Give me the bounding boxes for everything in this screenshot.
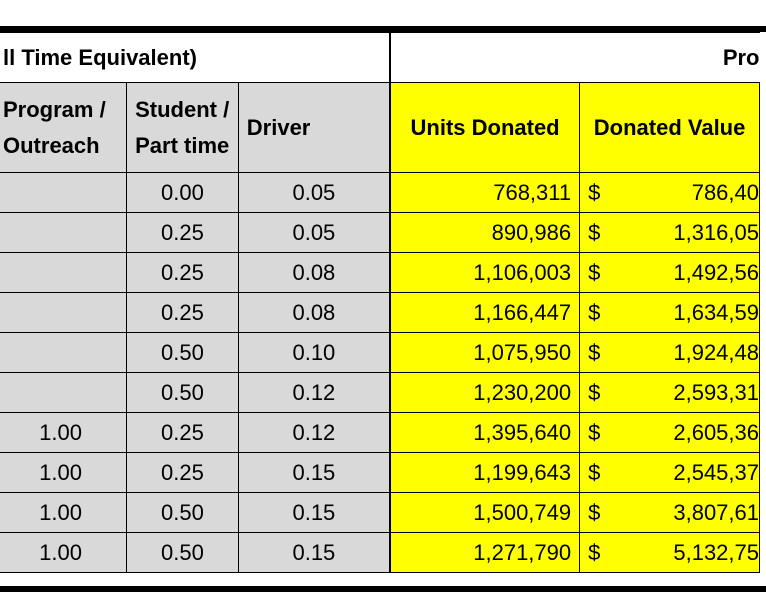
student-cell: 0.50 — [127, 373, 239, 413]
student-cell: 0.50 — [127, 333, 239, 373]
dollar-sign: $ — [580, 333, 611, 373]
table-row — [0, 453, 760, 493]
value-cell: 2,545,37 — [611, 453, 760, 493]
program-cell — [0, 333, 127, 373]
units-cell: 1,075,950 — [390, 333, 580, 373]
dollar-sign: $ — [580, 213, 611, 253]
value-cell: 786,40 — [611, 173, 760, 213]
dollar-sign: $ — [580, 453, 611, 493]
dollar-sign: $ — [580, 293, 611, 333]
fte-donation-table — [0, 32, 760, 573]
program-cell — [0, 293, 127, 333]
value-cell: 2,605,36 — [611, 413, 760, 453]
program-cell: 1.00 — [0, 453, 127, 493]
driver-cell: 0.15 — [238, 493, 390, 533]
student-cell: 0.25 — [127, 453, 239, 493]
units-cell: 1,271,790 — [390, 533, 580, 573]
units-cell: 1,106,003 — [390, 253, 580, 293]
value-cell: 1,492,56 — [611, 253, 760, 293]
driver-cell: 0.10 — [238, 333, 390, 373]
value-cell: 1,634,59 — [611, 293, 760, 333]
table-row — [0, 173, 760, 213]
header-units-donated: Units Donated — [390, 83, 580, 173]
table-row — [0, 253, 760, 293]
table-row — [0, 293, 760, 333]
units-cell: 768,311 — [390, 173, 580, 213]
driver-cell: 0.05 — [238, 213, 390, 253]
student-cell: 0.25 — [127, 213, 239, 253]
student-cell: 0.00 — [127, 173, 239, 213]
value-cell: 1,316,05 — [611, 213, 760, 253]
program-cell: 1.00 — [0, 413, 127, 453]
value-cell: 1,924,48 — [611, 333, 760, 373]
table-bottom-border — [0, 586, 766, 592]
group-header-row — [0, 33, 760, 83]
driver-cell: 0.08 — [238, 253, 390, 293]
table-row — [0, 533, 760, 573]
student-cell: 0.50 — [127, 533, 239, 573]
value-cell: 2,593,31 — [611, 373, 760, 413]
units-cell: 1,230,200 — [390, 373, 580, 413]
student-cell: 0.25 — [127, 293, 239, 333]
group-header-fte: ll Time Equivalent) — [0, 33, 390, 83]
student-cell: 0.25 — [127, 413, 239, 453]
table-row — [0, 373, 760, 413]
table-row — [0, 493, 760, 533]
driver-cell: 0.05 — [238, 173, 390, 213]
program-cell — [0, 213, 127, 253]
dollar-sign: $ — [580, 373, 611, 413]
program-cell: 1.00 — [0, 493, 127, 533]
dollar-sign: $ — [580, 493, 611, 533]
program-cell — [0, 373, 127, 413]
dollar-sign: $ — [580, 533, 611, 573]
units-cell: 1,500,749 — [390, 493, 580, 533]
header-student-part-time: Student / Part time — [127, 83, 239, 173]
header-driver: Driver — [238, 83, 390, 173]
student-cell: 0.25 — [127, 253, 239, 293]
units-cell: 1,166,447 — [390, 293, 580, 333]
value-cell: 3,807,61 — [611, 493, 760, 533]
program-cell — [0, 253, 127, 293]
header-donated-value: Donated Value — [580, 83, 760, 173]
group-header-program: Pro — [390, 33, 760, 83]
program-cell — [0, 173, 127, 213]
table-row — [0, 413, 760, 453]
dollar-sign: $ — [580, 253, 611, 293]
column-header-row — [0, 83, 760, 173]
driver-cell: 0.12 — [238, 373, 390, 413]
value-cell: 5,132,75 — [611, 533, 760, 573]
driver-cell: 0.08 — [238, 293, 390, 333]
units-cell: 1,395,640 — [390, 413, 580, 453]
driver-cell: 0.15 — [238, 453, 390, 493]
driver-cell: 0.15 — [238, 533, 390, 573]
program-cell: 1.00 — [0, 533, 127, 573]
header-program-outreach: Program / Outreach — [0, 83, 127, 173]
dollar-sign: $ — [580, 173, 611, 213]
student-cell: 0.50 — [127, 493, 239, 533]
driver-cell: 0.12 — [238, 413, 390, 453]
units-cell: 1,199,643 — [390, 453, 580, 493]
table-row — [0, 213, 760, 253]
dollar-sign: $ — [580, 413, 611, 453]
units-cell: 890,986 — [390, 213, 580, 253]
table-row — [0, 333, 760, 373]
